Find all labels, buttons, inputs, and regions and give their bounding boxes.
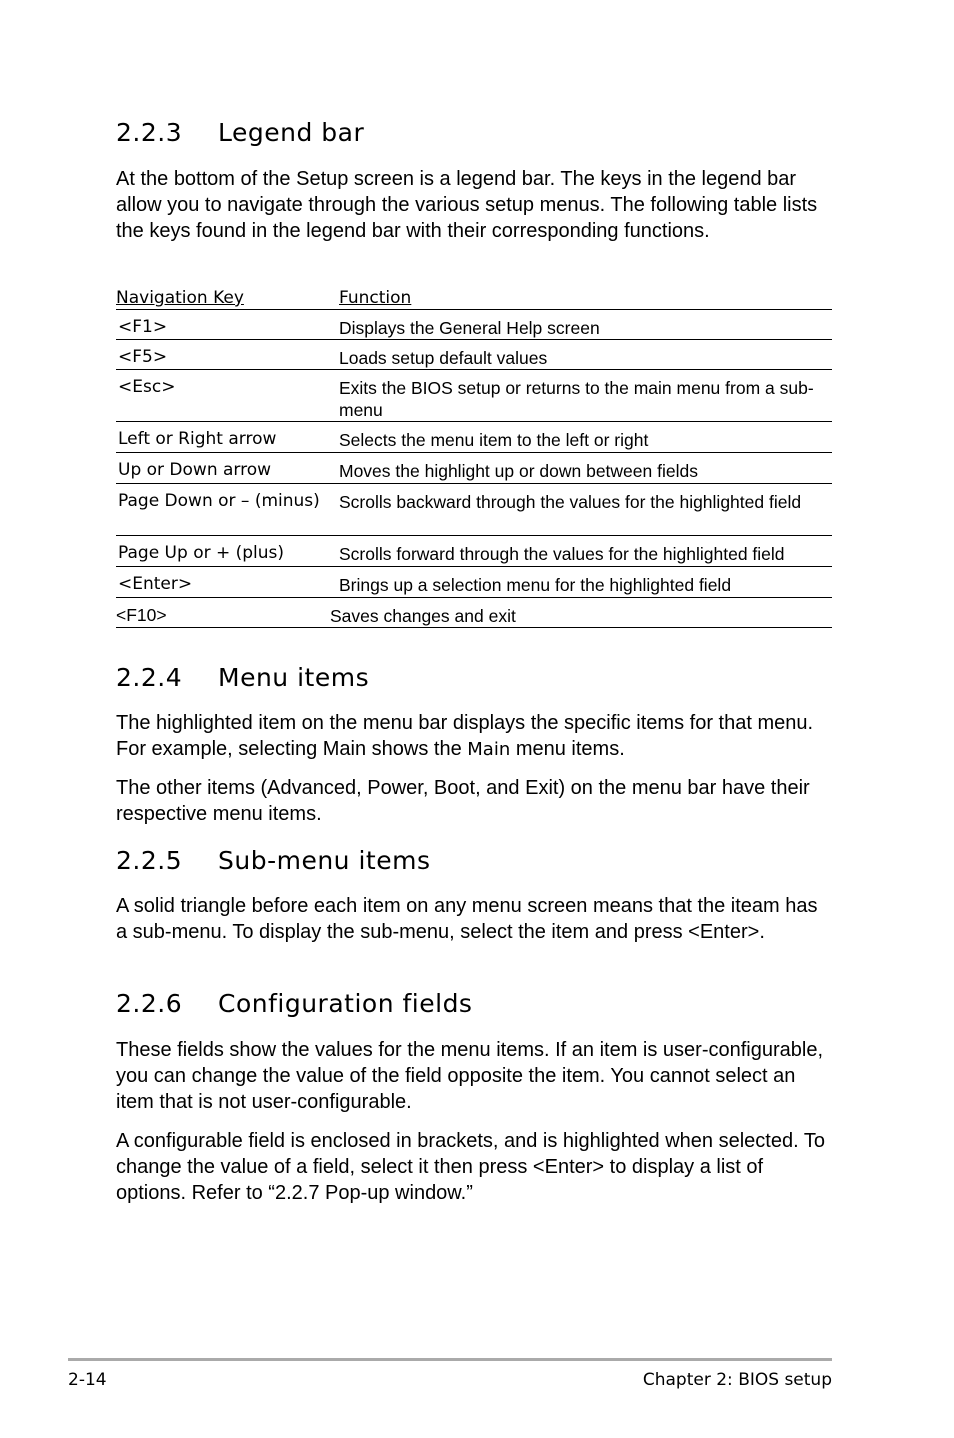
row-function: Brings up a selection menu for the highlighted field — [339, 575, 732, 595]
table-row — [116, 598, 832, 628]
table-row — [116, 453, 832, 484]
table-row — [116, 536, 832, 567]
row-key: <Esc> — [118, 377, 176, 397]
row-key: <F1> — [118, 317, 168, 337]
section-heading-menu-items: 2.2.4 Menu items — [116, 663, 370, 692]
legend-table-header — [116, 287, 832, 310]
row-function: Exits the BIOS setup or returns to the main menu from a sub-menu — [339, 378, 814, 420]
configuration-fields-paragraph-2: A configurable field is enclosed in brackets, and is highlighted when selected. To change the value of a field, select it then press <Enter> to display a list of options. Refer to “2.2.7 Pop-up window.” — [116, 1130, 825, 1204]
table-row — [116, 567, 832, 598]
table-row — [116, 310, 832, 340]
table-row — [116, 422, 832, 453]
section-heading-legend-bar: 2.2.3 Legend bar — [116, 118, 365, 147]
header-function: Function — [339, 288, 412, 308]
row-key: Page Up or + (plus) — [118, 543, 285, 563]
row-key: <F10> — [116, 605, 167, 625]
sub-menu-items-paragraph: A solid triangle before each item on any menu screen means that the iteam has a sub-menu. To display the sub-menu, select the item and press <Enter>. — [116, 895, 818, 943]
row-key: <F5> — [118, 347, 168, 367]
legend-table — [116, 287, 832, 628]
row-function: Saves changes and exit — [330, 606, 516, 626]
table-row — [116, 340, 832, 370]
footer-divider — [68, 1358, 832, 1361]
main-menu-emphasis: Main — [467, 739, 511, 760]
page-number: 2-14 — [68, 1370, 107, 1390]
configuration-fields-paragraph-1: These fields show the values for the menu items. If an item is user-configurable, you can change the value of the field opposite the item. You cannot select an item that is not user-configurable. — [116, 1039, 824, 1113]
row-function: Loads setup default values — [339, 348, 548, 368]
header-navigation-key: Navigation Key — [116, 288, 244, 308]
menu-items-paragraph-1: The highlighted item on the menu bar displays the specific items for that menu. For example, selecting Main shows the Main menu items. — [116, 712, 814, 760]
table-row — [116, 370, 832, 422]
row-function: Scrolls forward through the values for the highlighted field — [339, 544, 785, 564]
legend-bar-paragraph: At the bottom of the Setup screen is a legend bar. The keys in the legend bar allow you to navigate through the various setup menus. The following table lists the keys found in the legend bar with their corresponding functions. — [116, 168, 818, 242]
section-heading-configuration-fields: 2.2.6 Configuration fields — [116, 989, 473, 1018]
row-function: Moves the highlight up or down between fields — [339, 461, 698, 481]
row-key: Left or Right arrow — [118, 429, 277, 449]
table-row — [116, 484, 832, 536]
row-function: Scrolls backward through the values for the highlighted field — [339, 492, 802, 512]
row-function: Selects the menu item to the left or right — [339, 430, 649, 450]
row-key: Up or Down arrow — [118, 460, 272, 480]
row-key: <Enter> — [118, 574, 193, 594]
section-heading-sub-menu-items: 2.2.5 Sub-menu items — [116, 846, 431, 875]
menu-items-paragraph-2: The other items (Advanced, Power, Boot, and Exit) on the menu bar have their respective menu items. — [116, 777, 810, 825]
chapter-title: Chapter 2: BIOS setup — [642, 1370, 832, 1390]
row-function: Displays the General Help screen — [339, 318, 600, 338]
row-key: Page Down or – (minus) — [118, 491, 320, 511]
